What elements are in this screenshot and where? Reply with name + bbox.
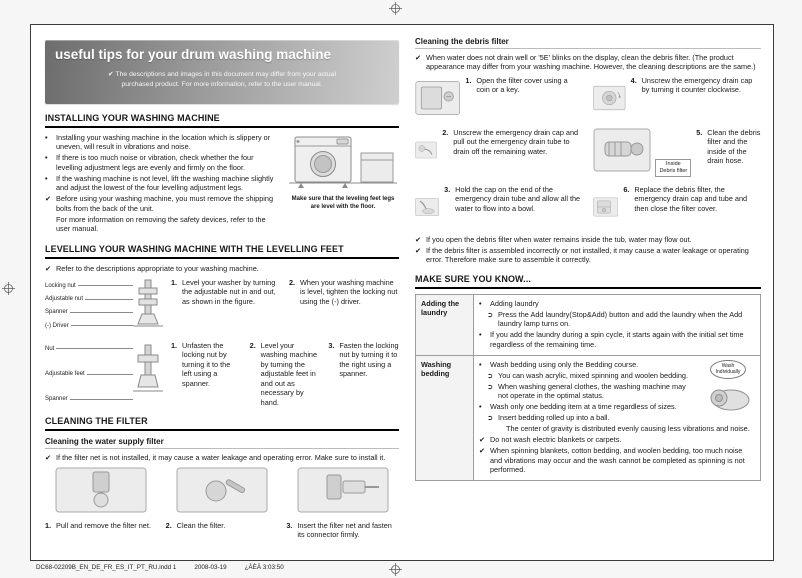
list-item: ✔ Do not wash electric blankets or carpets.	[479, 435, 622, 445]
debris-photo-6	[593, 185, 618, 229]
row-label-adding-laundry: Adding the laundry	[416, 294, 474, 355]
row-label-washing-bedding: Washing bedding	[416, 355, 474, 480]
water-supply-filter-subheading: Cleaning the water supply filter	[45, 437, 399, 449]
leader-line	[71, 325, 133, 326]
diagram-label: Spanner	[45, 309, 133, 315]
list-item: • Wash only one bedding item at a time regardless of sizes.	[479, 402, 677, 412]
diagram-label: Nut	[45, 346, 133, 352]
footer-date: 2008-03-19	[194, 564, 227, 571]
levelling-intro: ✔ Refer to the descriptions appropriate to your washing machine.	[45, 264, 259, 274]
levelling-diagram-1-row	[45, 278, 399, 334]
debris-warning-1: ✔ If you open the debris filter when water remains inside the tub, water may flow out.	[415, 234, 692, 244]
check-icon: ✔	[415, 245, 422, 255]
installing-figure	[287, 133, 399, 235]
title-banner	[45, 40, 399, 104]
check-icon: ✔	[45, 194, 52, 204]
diagram-labels	[45, 278, 133, 334]
levelling-diagram-1	[45, 278, 163, 334]
levelling-step: 1. Level your washer by turning the adjustable nut in and out, as shown in the figure.	[171, 277, 276, 306]
debris-step-3	[415, 185, 583, 229]
diagram-labels	[45, 341, 133, 407]
debris-photo-4	[593, 76, 626, 120]
debris-step-text: 5. Clean the debris filter and the inside of the drain hose.	[696, 127, 761, 166]
bullet-icon: •	[479, 298, 482, 308]
banner-note-line2: purchased product. For more information, refer to the user manual.	[121, 80, 323, 88]
section-make-sure-heading: MAKE SURE YOU KNOW...	[415, 274, 761, 289]
table-row	[416, 355, 761, 480]
diagram-label: (-) Driver	[45, 323, 133, 329]
check-icon: ✔	[479, 435, 486, 445]
debris-step-text: 3. Hold the cap on the end of the emergency drain tube and allow all the water to flow into a bowl.	[444, 184, 581, 213]
row-content-adding-laundry	[474, 294, 761, 355]
bullet-icon: •	[479, 359, 482, 369]
debris-filter-subheading: Cleaning the debris filter	[415, 37, 761, 49]
page-title: useful tips for your drum washing machine	[55, 47, 332, 62]
check-icon: ✔	[415, 234, 422, 244]
print-footer	[36, 564, 284, 571]
list-item: • If there is too much noise or vibration, check whether the four levelling adjustment legs are evenly and firmly on the floor.	[45, 153, 254, 172]
list-item: The center of gravity is distributed evenly causing less vibrations and noise.	[506, 424, 750, 434]
registration-mark-top	[389, 2, 402, 15]
debris-step-4	[593, 76, 761, 120]
debris-step-5	[593, 128, 761, 177]
filter-photo-3	[297, 467, 389, 513]
water-filter-caption: 2. Clean the filter.	[165, 520, 226, 530]
debris-step-1	[415, 76, 583, 120]
installing-figure-caption: Make sure that the leveling feet legs are level with the floor.	[291, 196, 395, 210]
debris-step-text: 2. Unscrew the emergency drain cap and pull out the emergency drain tube to drain off the remaining water.	[442, 127, 579, 156]
levelling-diagram-2-row	[45, 341, 399, 407]
registration-mark-bottom	[389, 563, 402, 576]
footer-time: ¿ÀÈÄ 3:03:50	[244, 564, 284, 571]
water-filter-note: ✔ If the filter net is not installed, it may cause a water leakage and operating error. Make sure to install it.	[45, 453, 386, 463]
list-item: ➲ When washing general clothes, the washing machine may not operate in the optimal status.	[487, 381, 686, 401]
arrow-icon: ➲	[487, 381, 494, 391]
leader-line	[87, 374, 133, 375]
list-item: • Installing your washing machine in the location which is slippery or uneven, will result in vibrations and noise.	[45, 133, 271, 152]
debris-step-2	[415, 128, 583, 177]
debris-photo-1	[415, 76, 460, 120]
filter-photo-1	[55, 467, 147, 513]
arrow-icon: ➲	[487, 309, 494, 319]
bullet-icon: •	[45, 133, 48, 142]
water-filter-step-1	[45, 467, 158, 540]
bullet-icon: •	[45, 173, 48, 183]
table-row	[416, 294, 761, 355]
installing-section	[45, 133, 399, 235]
check-icon: ✔	[45, 453, 52, 463]
diagram-label: Adjustable feet	[45, 371, 133, 377]
leader-line	[70, 399, 133, 400]
list-item: ➲ You can wash acrylic, mixed spinning and woolen bedding.	[487, 370, 688, 380]
debris-photo-2	[415, 128, 437, 172]
bullet-icon: •	[45, 153, 48, 163]
filter-photo-2	[176, 467, 268, 513]
arrow-icon: ➲	[487, 413, 494, 423]
list-item: ✔ When spinning blankets, cotton bedding, and woolen bedding, too much noise and vibrations may occur and the wash cannot be completed as spinning is not performed.	[479, 446, 745, 475]
debris-step-6	[593, 185, 761, 229]
bullet-icon: •	[479, 402, 482, 412]
debris-step-5-figure	[593, 128, 691, 177]
levelling-step: 1. Unfasten the locking nut by turning it to the left using a spanner.	[171, 340, 231, 388]
debris-photo-3	[415, 185, 439, 229]
banner-note-line1: ✔ The descriptions and images in this document may differ from your actual	[108, 71, 336, 78]
water-filter-step-3	[286, 467, 399, 540]
right-column	[415, 37, 761, 481]
section-installing-heading: INSTALLING YOUR WASHING MACHINE	[45, 113, 399, 128]
levelling-diagram-2	[45, 341, 163, 407]
water-filter-steps	[45, 467, 399, 540]
bedding-figure	[701, 360, 755, 415]
washing-machine-illustration	[287, 133, 399, 189]
list-item: ➲ Insert bedding rolled up into a ball.	[487, 413, 610, 423]
footer-filename: DC68-02209B_EN_DE_FR_ES_IT_PT_RU.indd 1	[36, 564, 177, 571]
check-icon: ✔	[45, 264, 52, 274]
leader-line	[78, 285, 133, 286]
manual-page	[30, 24, 774, 561]
check-icon: ✔	[479, 446, 486, 456]
list-item: • If you add the laundry during a spin cycle, it starts again with the initial set time regardless of the remaining time.	[479, 330, 744, 349]
wash-individually-badge: Wash Individually	[710, 360, 747, 380]
diagram-label: Adjustable nut	[45, 296, 133, 302]
banner-note	[55, 70, 389, 89]
list-item: • Wash bedding using only the Bedding course.	[479, 359, 639, 369]
debris-warning-2: ✔ If the debris filter is assembled incorrectly or not installed, it may cause a water leakage or operating error. Therefore make sure to assemble it correctly.	[415, 245, 749, 265]
leader-line	[56, 348, 133, 349]
debris-step-text: 4. Unscrew the emergency drain cap by turning it counter clockwise.	[630, 75, 753, 95]
debris-step-text: 1. Open the filter cover using a coin or a key.	[465, 75, 568, 95]
installing-bullets	[45, 133, 281, 235]
arrow-icon: ➲	[487, 370, 494, 380]
section-levelling-heading: LEVELLING YOUR WASHING MACHINE WITH THE LEVELLING FEET	[45, 244, 399, 259]
make-sure-table	[415, 294, 761, 481]
levelling-step: 2. Level your washing machine by turning the adjustable feet in and out as necessary by hand.	[249, 340, 318, 407]
registration-mark-left	[2, 282, 15, 295]
left-column	[45, 37, 399, 540]
debris-filter-steps	[415, 76, 761, 229]
row-content-washing-bedding	[474, 355, 761, 480]
inside-debris-filter-label: Inside Debris filter	[655, 159, 691, 176]
water-filter-caption: 3. Insert the filter net and fasten its connector firmly.	[286, 520, 392, 540]
leader-line	[85, 299, 133, 300]
list-item: • If the washing machine is not level, lift the washing machine slightly and adjust the lowest of the four levelling adjustment legs.	[45, 173, 274, 193]
list-item: ✔ Before using your washing machine, you must remove the shipping bolts from the back of the unit.	[45, 194, 273, 213]
debris-photo-5	[593, 128, 651, 172]
water-filter-caption: 1. Pull and remove the filter net.	[45, 520, 151, 530]
check-icon: ✔	[415, 53, 422, 62]
leader-line	[70, 312, 133, 313]
bullet-icon: •	[479, 330, 482, 340]
adjustable-foot-illustration	[133, 341, 163, 401]
list-item: ➲ Press the Add laundry(Stop&Add) button and add the laundry when the Add laundry lamp turns on.	[487, 309, 743, 329]
levelling-foot-illustration	[133, 278, 163, 334]
rolled-bedding-illustration	[705, 380, 751, 412]
diagram-label: Locking nut	[45, 283, 133, 289]
list-item: For more information on removing the safety devices, refer to the user manual.	[56, 214, 266, 234]
debris-step-text: 6. Replace the debris filter, the emergency drain cap and tube and then close the filter cover.	[623, 184, 748, 213]
levelling-step: 3. Fasten the locking nut by turning it to the right using a spanner.	[328, 340, 399, 379]
section-cleaning-filter-heading: CLEANING THE FILTER	[45, 416, 399, 431]
diagram-label: Spanner	[45, 396, 133, 402]
list-item: • Adding laundry	[479, 298, 539, 308]
water-filter-step-2	[166, 467, 279, 540]
debris-filter-note: ✔ When water does not drain well or '5E' blinks on the display, clean the debris filter. (The product appearance may differ from your washing machine. However, the cleaning descriptions are the same.)	[415, 53, 756, 72]
levelling-step: 2. When your washing machine is level, tighten the locking nut using the (-) driver.	[289, 277, 398, 306]
